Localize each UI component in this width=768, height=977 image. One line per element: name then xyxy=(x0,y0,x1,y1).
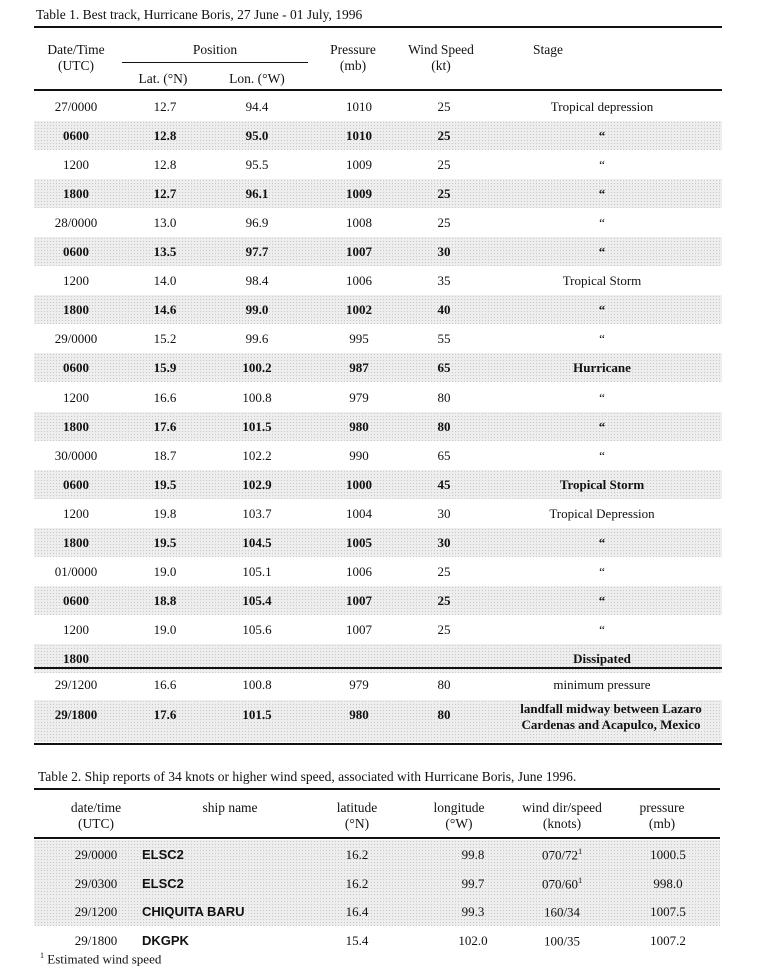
cell-pressure: 1010 xyxy=(346,128,372,144)
cell-lat: 19.5 xyxy=(153,534,177,550)
table2-header-rule xyxy=(34,837,720,839)
cell-ship-name: ELSC2 xyxy=(142,875,184,891)
cell-latitude: 16.2 xyxy=(345,875,369,891)
cell-wind: 35 xyxy=(437,273,451,289)
cell-datetime: 30/0000 xyxy=(54,447,98,463)
footnote-mark: 1 xyxy=(40,951,44,960)
cell-datetime: 1200 xyxy=(63,389,89,405)
cell-datetime: 29/0000 xyxy=(74,847,118,862)
cell-longitude: 99.3 xyxy=(461,904,485,919)
cell-lat: 12.7 xyxy=(153,99,177,114)
header-datetime: Date/Time (UTC) xyxy=(47,42,105,73)
cell-datetime: 0600 xyxy=(63,476,89,492)
cell-lat: 14.6 xyxy=(153,302,177,318)
cell-datetime: 28/0000 xyxy=(54,215,98,231)
cell-lon: 97.7 xyxy=(245,244,269,260)
footnote-ref: 1 xyxy=(578,875,583,885)
cell-stage: “ xyxy=(599,621,605,637)
table-row xyxy=(34,441,722,470)
table-row xyxy=(34,470,722,499)
cell-lon: 100.8 xyxy=(242,389,272,405)
cell-stage: “ xyxy=(599,215,605,231)
cell-datetime: 29/0300 xyxy=(74,875,118,891)
cell-stage xyxy=(504,701,718,733)
header-position: Position xyxy=(192,42,238,57)
cell-lon: 96.9 xyxy=(245,215,269,231)
cell-lat: 13.0 xyxy=(153,215,177,231)
cell-lat: 19.8 xyxy=(153,505,177,521)
table-row xyxy=(34,353,722,382)
cell-pressure: 1006 xyxy=(346,273,372,289)
table-row xyxy=(34,499,722,528)
cell-lat: 12.7 xyxy=(153,186,177,202)
table2-footnote xyxy=(40,951,161,967)
wind-value: 070/60 xyxy=(541,875,579,891)
table-row xyxy=(34,208,722,237)
cell-datetime: 29/1800 xyxy=(54,707,98,722)
cell-latitude: 16.4 xyxy=(345,904,369,919)
cell-lat: 19.5 xyxy=(153,476,177,492)
cell-wind: 80 xyxy=(437,389,451,405)
cell-lon: 100.2 xyxy=(242,360,272,376)
t2-header-lat: latitude (°N) xyxy=(336,800,378,831)
cell-pressure: 1007 xyxy=(346,244,372,260)
table1-top-rule xyxy=(34,26,722,28)
table-row xyxy=(34,869,720,898)
cell-pressure: 1000.5 xyxy=(650,847,686,862)
cell-lat: 17.6 xyxy=(153,707,177,722)
cell-stage: “ xyxy=(599,447,605,463)
cell-lat: 16.6 xyxy=(153,677,177,692)
wind-value: 070/72 xyxy=(541,847,579,863)
cell-lat: 17.6 xyxy=(153,418,177,434)
stage-line: Cardenas and Acapulco, Mexico xyxy=(521,717,701,732)
cell-stage: “ xyxy=(598,534,606,550)
table-row xyxy=(34,324,722,353)
cell-datetime: 1800 xyxy=(63,186,89,202)
cell-lat: 16.6 xyxy=(153,389,177,405)
cell-pressure: 1004 xyxy=(346,505,372,521)
cell-pressure: 1008 xyxy=(346,215,372,231)
table-row xyxy=(34,266,722,295)
cell-stage: “ xyxy=(599,563,605,579)
cell-longitude: 99.7 xyxy=(461,875,485,891)
cell-pressure: 998.0 xyxy=(653,875,683,891)
cell-lon: 99.6 xyxy=(245,331,269,347)
cell-pressure: 1005 xyxy=(346,534,372,550)
cell-stage: “ xyxy=(598,128,606,144)
cell-datetime: 27/0000 xyxy=(54,99,98,114)
cell-ship-name: ELSC2 xyxy=(142,847,184,862)
cell-lon: 98.4 xyxy=(245,273,269,289)
table-row xyxy=(34,412,722,441)
cell-lon: 99.0 xyxy=(245,302,269,318)
summary-row xyxy=(34,670,722,700)
cell-lon: 102.9 xyxy=(242,476,272,492)
table-row xyxy=(34,615,722,644)
cell-lat: 12.8 xyxy=(153,128,177,144)
cell-wind: 25 xyxy=(437,128,451,144)
cell-wind: 65 xyxy=(437,360,451,376)
summary-row xyxy=(34,700,722,742)
cell-lat: 13.5 xyxy=(153,244,177,260)
cell-datetime: 1800 xyxy=(63,534,89,550)
cell-lon: 95.0 xyxy=(245,128,269,144)
header-stage: Stage xyxy=(533,42,563,57)
cell-lon: 104.5 xyxy=(242,534,272,550)
cell-wind: 25 xyxy=(437,621,451,637)
cell-lon: 102.2 xyxy=(242,447,272,463)
table1-bottom-rule xyxy=(34,743,722,745)
position-underline xyxy=(122,62,308,63)
cell-datetime: 01/0000 xyxy=(54,563,98,579)
cell-lon: 94.4 xyxy=(245,99,269,114)
cell-pressure: 987 xyxy=(349,360,369,376)
cell-lon: 96.1 xyxy=(245,186,269,202)
cell-lon: 95.5 xyxy=(245,157,269,173)
cell-lat: 15.2 xyxy=(153,331,177,347)
cell-lat: 18.8 xyxy=(153,592,177,608)
cell-wind: 80 xyxy=(437,677,451,692)
stage-line: landfall midway between Lazaro xyxy=(520,701,702,716)
table-row xyxy=(34,295,722,324)
table1-summary-rule xyxy=(34,667,722,669)
cell-pressure: 995 xyxy=(349,331,369,347)
cell-wind xyxy=(510,847,614,863)
cell-wind: 25 xyxy=(437,99,451,114)
cell-pressure: 1007 xyxy=(346,592,372,608)
cell-wind: 25 xyxy=(437,563,451,579)
header-wind: Wind Speed (kt) xyxy=(408,42,474,73)
cell-wind: 30 xyxy=(437,534,451,550)
table-row xyxy=(34,383,722,412)
cell-stage: “ xyxy=(598,418,606,434)
cell-stage: “ xyxy=(599,331,605,347)
cell-longitude: 102.0 xyxy=(458,932,488,948)
t2-header-datetime: date/time (UTC) xyxy=(70,800,122,831)
cell-lat: 12.8 xyxy=(153,157,177,173)
cell-stage: “ xyxy=(599,157,605,173)
cell-lat: 14.0 xyxy=(153,273,177,289)
table-row xyxy=(34,586,722,615)
cell-stage: Dissipated xyxy=(573,650,631,666)
header-pressure: Pressure (mb) xyxy=(330,42,376,73)
cell-wind: 25 xyxy=(437,186,451,202)
cell-latitude: 15.4 xyxy=(345,932,369,948)
cell-pressure: 1009 xyxy=(346,186,372,202)
cell-datetime: 1200 xyxy=(63,157,89,173)
cell-pressure: 1000 xyxy=(346,476,372,492)
cell-wind: 25 xyxy=(437,592,451,608)
cell-pressure: 1007.2 xyxy=(650,932,686,948)
cell-datetime: 0600 xyxy=(63,360,89,376)
t2-header-ship: ship name xyxy=(202,800,258,815)
cell-datetime: 29/1200 xyxy=(54,677,98,692)
cell-pressure: 979 xyxy=(349,389,369,405)
cell-stage: Tropical Storm xyxy=(559,476,645,492)
cell-lon: 101.5 xyxy=(242,418,272,434)
wind-value: 160/34 xyxy=(543,904,581,920)
cell-wind: 30 xyxy=(437,505,451,521)
table-row xyxy=(34,121,722,150)
cell-pressure: 979 xyxy=(349,677,369,692)
cell-wind xyxy=(510,933,614,949)
cell-ship-name: DKGPK xyxy=(142,932,189,948)
cell-datetime: 29/1800 xyxy=(74,932,118,948)
table-row xyxy=(34,237,722,266)
cell-wind: 80 xyxy=(437,418,451,434)
cell-lon: 100.8 xyxy=(242,677,272,692)
t2-header-wind: wind dir/speed (knots) xyxy=(522,800,602,831)
footnote-ref: 1 xyxy=(578,847,583,856)
cell-lon: 101.5 xyxy=(242,707,272,722)
cell-datetime: 1200 xyxy=(63,621,89,637)
cell-stage: Tropical Storm xyxy=(562,273,642,289)
cell-pressure: 980 xyxy=(349,418,369,434)
cell-wind: 30 xyxy=(437,244,451,260)
table-row xyxy=(34,179,722,208)
cell-pressure: 1007.5 xyxy=(650,904,686,919)
cell-lat: 15.9 xyxy=(153,360,177,376)
cell-wind xyxy=(510,904,614,920)
table-row xyxy=(34,557,722,586)
cell-lat: 19.0 xyxy=(153,621,177,637)
cell-stage: Tropical Depression xyxy=(549,505,655,521)
table2-top-rule xyxy=(34,788,720,790)
cell-datetime: 29/0000 xyxy=(54,331,98,347)
cell-datetime: 1200 xyxy=(63,273,89,289)
cell-lon: 103.7 xyxy=(242,505,272,521)
cell-pressure: 1006 xyxy=(346,563,372,579)
table-row xyxy=(34,150,722,179)
cell-lon: 105.1 xyxy=(242,563,272,579)
cell-datetime: 1800 xyxy=(63,418,89,434)
table-row xyxy=(34,92,722,121)
cell-datetime: 0600 xyxy=(63,592,89,608)
cell-datetime: 1800 xyxy=(63,302,89,318)
cell-lon: 105.6 xyxy=(242,621,272,637)
cell-stage: “ xyxy=(598,592,606,608)
cell-datetime: 29/1200 xyxy=(74,904,118,919)
header-lat: Lat. (°N) xyxy=(138,71,188,86)
table-row xyxy=(34,528,722,557)
cell-datetime: 0600 xyxy=(63,128,89,144)
cell-stage: “ xyxy=(598,302,606,318)
cell-wind: 40 xyxy=(437,302,451,318)
table-row xyxy=(34,840,720,869)
table1-header-rule xyxy=(34,89,722,91)
t2-header-lon: longitude (°W) xyxy=(433,800,485,831)
table2-title: Table 2. Ship reports of 34 knots or higher wind speed, associated with Hurricane Boris, June 1996. xyxy=(38,769,577,784)
cell-pressure: 1002 xyxy=(346,302,372,318)
cell-lon: 105.4 xyxy=(242,592,272,608)
cell-pressure: 980 xyxy=(349,707,369,722)
cell-lat: 18.7 xyxy=(153,447,177,463)
cell-ship-name: CHIQUITA BARU xyxy=(142,904,245,919)
cell-wind: 80 xyxy=(437,707,451,722)
cell-wind: 25 xyxy=(437,157,451,173)
cell-pressure: 1007 xyxy=(346,621,372,637)
footnote-text: Estimated wind speed xyxy=(47,951,162,967)
t2-header-pressure: pressure (mb) xyxy=(639,800,685,831)
cell-pressure: 1010 xyxy=(346,99,372,114)
cell-datetime: 1200 xyxy=(63,505,89,521)
cell-stage: “ xyxy=(598,244,606,260)
cell-stage: “ xyxy=(598,186,606,202)
header-lon: Lon. (°W) xyxy=(229,71,285,86)
cell-pressure: 990 xyxy=(349,447,369,463)
cell-stage: Tropical depression xyxy=(550,99,654,114)
cell-datetime: 1800 xyxy=(63,650,89,666)
cell-lat: 19.0 xyxy=(153,563,177,579)
cell-pressure: 1009 xyxy=(346,157,372,173)
cell-wind: 25 xyxy=(437,215,451,231)
cell-latitude: 16.2 xyxy=(345,847,369,862)
cell-wind: 55 xyxy=(437,331,451,347)
cell-wind: 65 xyxy=(437,447,451,463)
cell-stage: “ xyxy=(599,389,605,405)
table1-title: Table 1. Best track, Hurricane Boris, 27 June - 01 July, 1996 xyxy=(36,7,363,22)
cell-wind: 45 xyxy=(437,476,451,492)
cell-wind xyxy=(510,876,614,892)
table-row xyxy=(34,897,720,926)
cell-stage: minimum pressure xyxy=(553,677,651,692)
cell-datetime: 0600 xyxy=(63,244,89,260)
cell-longitude: 99.8 xyxy=(461,847,485,862)
wind-value: 100/35 xyxy=(543,932,581,948)
cell-stage: Hurricane xyxy=(573,360,631,376)
